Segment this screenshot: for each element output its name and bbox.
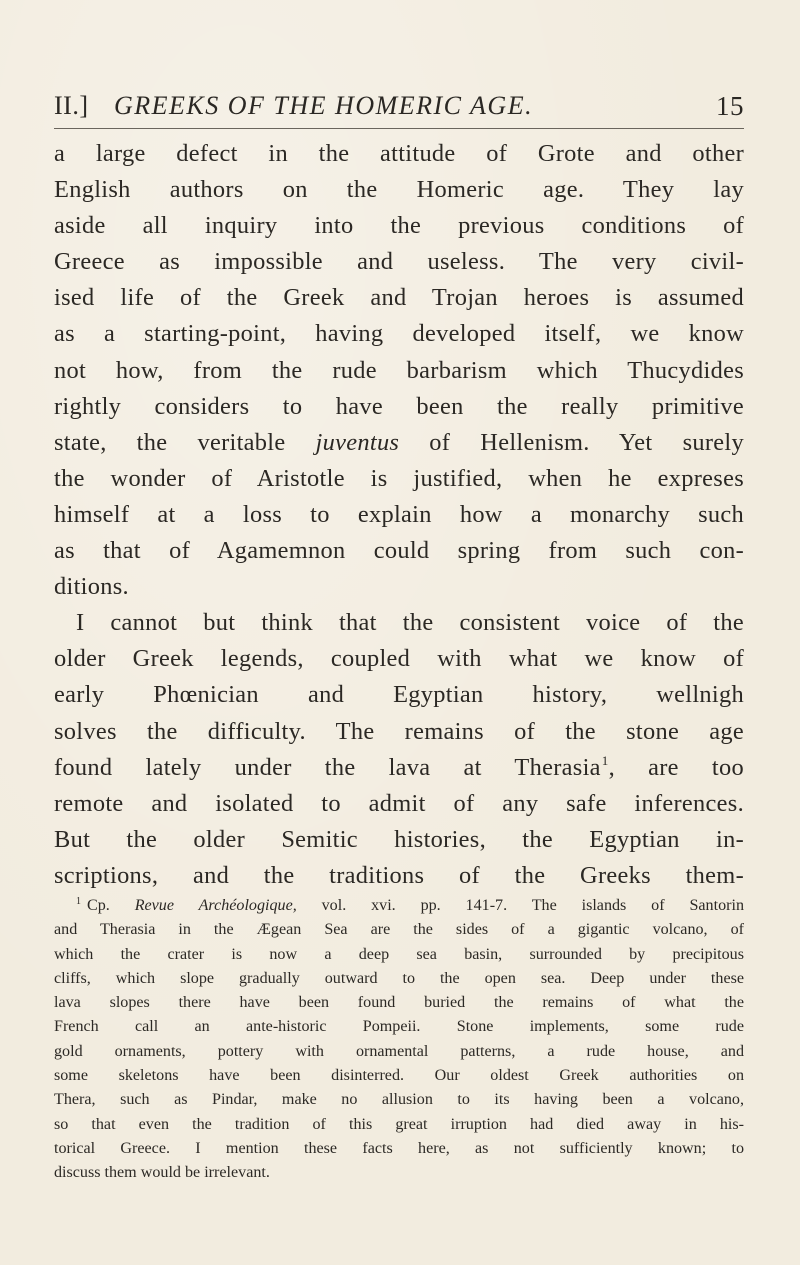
footnote-line: which the crater is now a deep sea basin, surrounded by precipitous — [54, 945, 744, 963]
header-rule — [54, 128, 744, 129]
paragraph-start-line: I cannot but think that the consistent voice of the — [76, 609, 744, 637]
text-segment: state, the veritable — [54, 428, 316, 456]
footnote-line: cliffs, which slope gradually outward to the open sea. Deep under these — [54, 969, 744, 987]
text-line: ised life of the Greek and Trojan heroes is assumed — [54, 284, 744, 312]
text-line: ditions. — [54, 573, 129, 601]
footnote-block — [54, 894, 744, 1186]
footnote-line: French call an ante-historic Pompeii. Stone implements, some rude — [54, 1018, 744, 1036]
text-line: scriptions, and the traditions of the Greeks them- — [54, 861, 744, 889]
text-line: older Greek legends, coupled with what we know of — [54, 645, 744, 673]
text-line-with-italic — [54, 425, 744, 461]
page-number: 15 — [716, 91, 744, 121]
text-line: But the older Semitic histories, the Egyptian in- — [54, 825, 744, 853]
main-text — [54, 136, 744, 894]
text-line: Greece as impossible and useless. The very civil- — [54, 248, 744, 276]
running-head — [54, 86, 744, 126]
footnote-line: some skeletons have been disinterred. Our oldest Greek authorities on — [54, 1067, 744, 1085]
text-line: early Phœnician and Egyptian history, wellnigh — [54, 681, 744, 709]
text-segment: Cp. — [87, 897, 135, 914]
text-segment: , are too — [608, 753, 744, 781]
footnote-line: discuss them would be irrelevant. — [54, 1164, 270, 1182]
text-line-with-footnote-ref — [54, 750, 744, 786]
footnote-reference[interactable]: 1 — [601, 752, 609, 768]
text-line: not how, from the rude barbarism which Thucydides — [54, 356, 744, 384]
italic-term: juventus — [315, 428, 400, 456]
running-title: GREEKS OF THE HOMERIC AGE. — [114, 91, 534, 120]
text-line: as that of Agamemnon could spring from such con- — [54, 537, 744, 565]
text-line: English authors on the Homeric age. They lay — [54, 176, 744, 204]
text-segment: vol. xvi. pp. 141-7. The islands of Santorin — [296, 897, 744, 914]
footnote-line: lava slopes there have been found buried the remains of what the — [54, 994, 744, 1012]
text-line: the wonder of Aristotle is justified, when he expreses — [54, 464, 744, 492]
text-line: a large defect in the attitude of Grote and other — [54, 140, 744, 167]
text-line: as a starting-point, having developed itself, we know — [54, 320, 744, 348]
text-segment: found lately under the lava at Therasia — [54, 753, 601, 781]
footnote-line: gold ornaments, pottery with ornamental patterns, a rude house, and — [54, 1042, 744, 1060]
footnote-line: Thera, such as Pindar, make no allusion to its having been a volcano, — [54, 1091, 744, 1109]
text-line: remote and isolated to admit of any safe inferences. — [54, 789, 744, 817]
footnote-first-line — [54, 894, 744, 918]
footnote-line: and Therasia in the Ægean Sea are the sides of a gigantic volcano, of — [54, 921, 744, 939]
footnote-line: so that even the tradition of this great irruption had died away in his- — [54, 1115, 744, 1133]
text-line: aside all inquiry into the previous conditions of — [54, 212, 744, 240]
text-line: himself at a loss to explain how a monarchy such — [54, 500, 744, 528]
footnote-line: torical Greece. I mention these facts here, as not sufficiently known; to — [54, 1139, 744, 1157]
text-line: solves the difficulty. The remains of the stone age — [54, 717, 744, 745]
chapter-number: II.] — [54, 91, 89, 120]
journal-title: Revue Archéologique, — [134, 897, 297, 914]
footnote-marker: 1 — [76, 896, 81, 907]
text-line: rightly considers to have been the really primitive — [54, 392, 744, 420]
text-segment: of Hellenism. Yet surely — [399, 428, 744, 456]
